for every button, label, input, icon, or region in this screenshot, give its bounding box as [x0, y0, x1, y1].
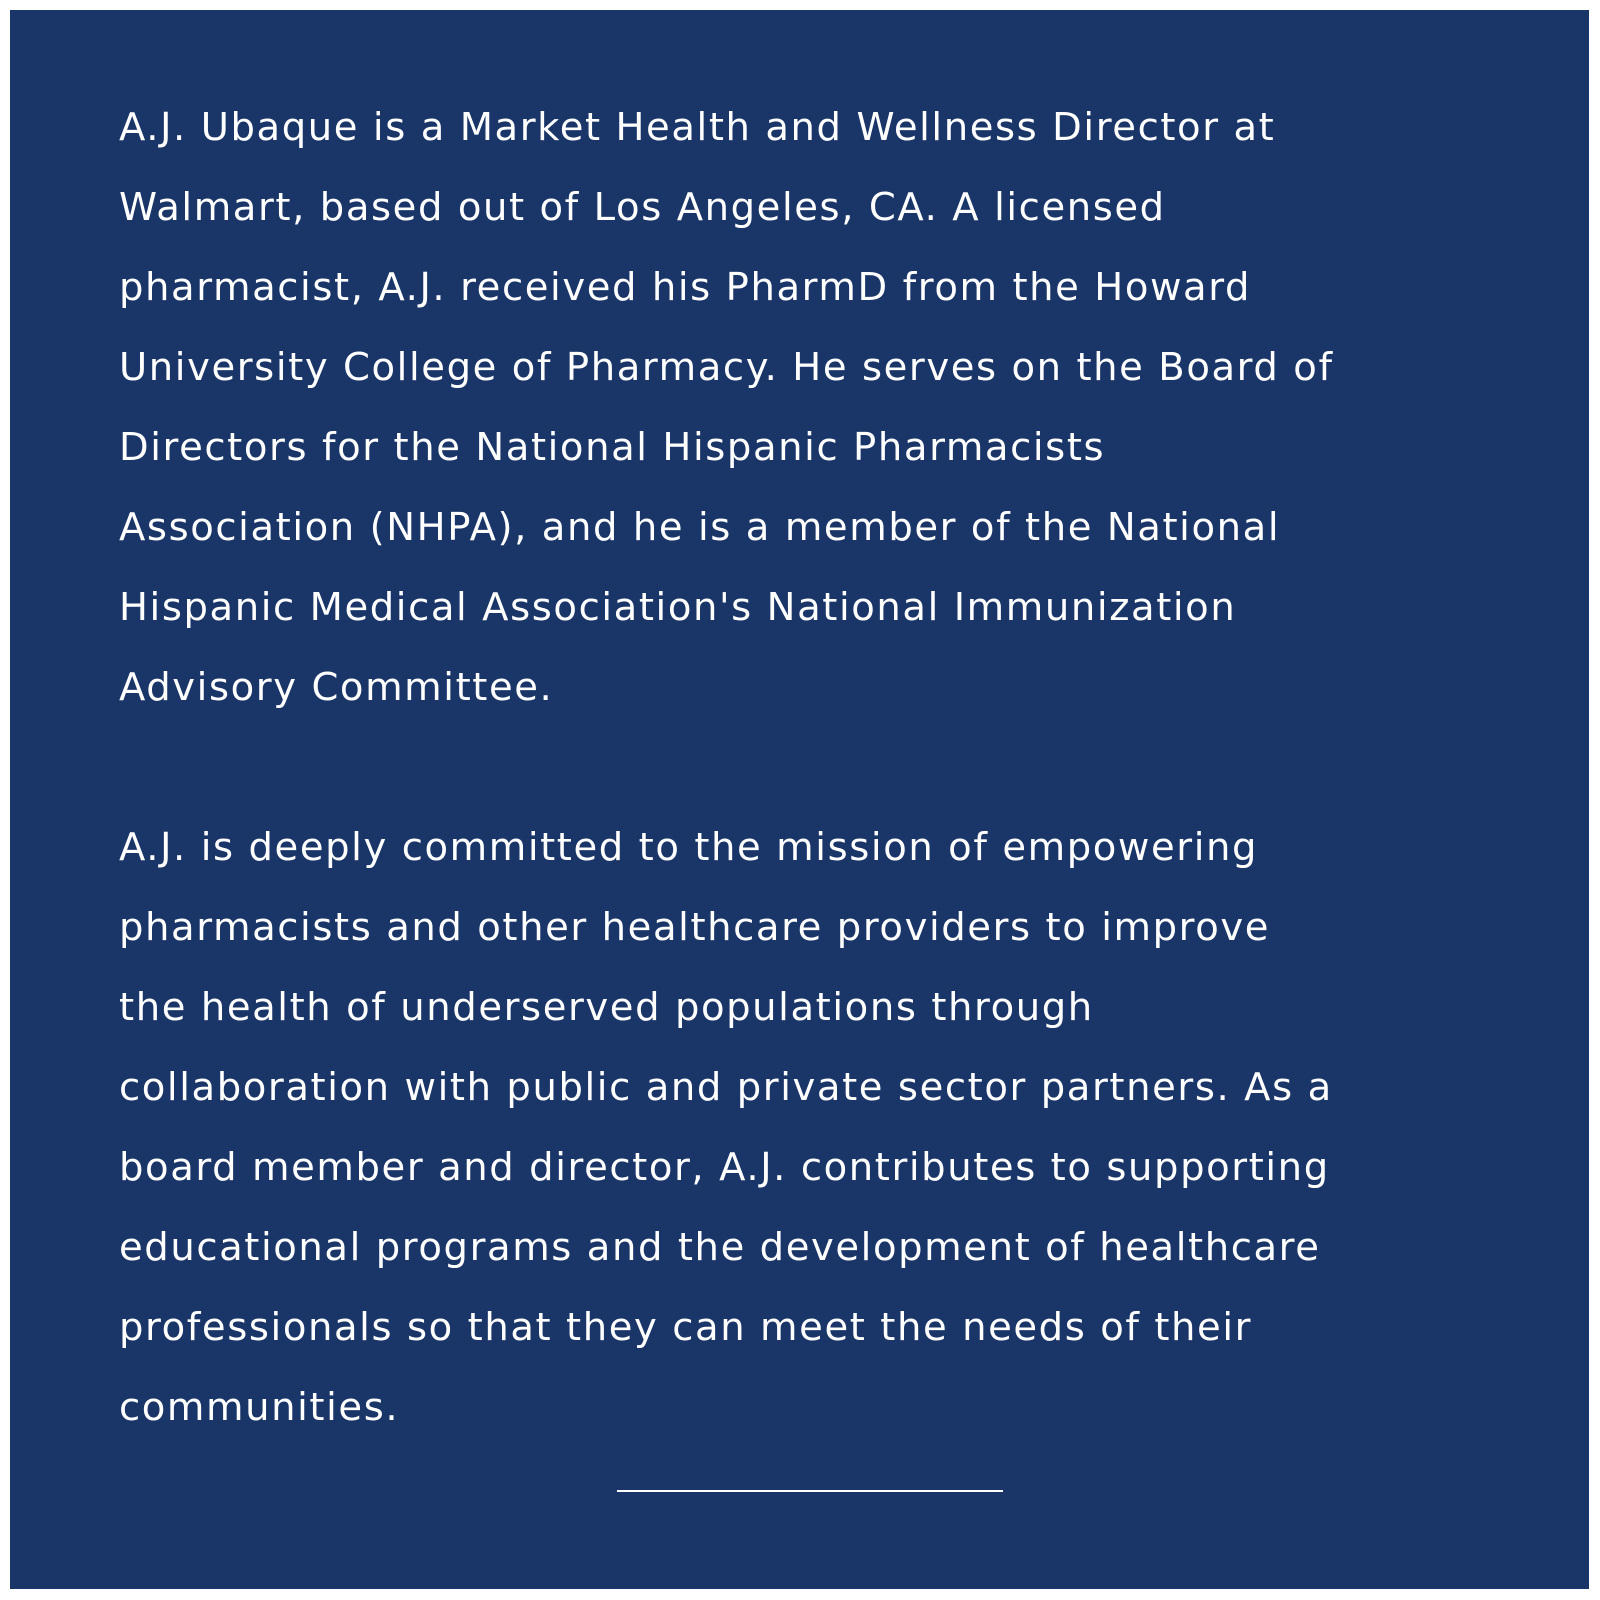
bio-line: Directors for the National Hispanic Pharmacists: [119, 425, 1106, 470]
bio-line: educational programs and the development of healthcare: [119, 1225, 1321, 1270]
bio-line: pharmacist, A.J. received his PharmD from the Howard: [119, 265, 1252, 310]
bio-card: [10, 10, 1589, 1589]
bio-line: Walmart, based out of Los Angeles, CA. A licensed: [119, 185, 1166, 230]
bio-line: communities.: [119, 1385, 400, 1430]
bio-line: Hispanic Medical Association's National Immunization: [119, 585, 1237, 630]
bio-line: University College of Pharmacy. He serves on the Board of: [119, 345, 1334, 390]
bio-text: [119, 88, 1494, 1448]
bio-line: Advisory Committee.: [119, 665, 554, 710]
bio-paragraph-1: [119, 88, 1494, 728]
bio-line: the health of underserved populations through: [119, 985, 1094, 1030]
bio-line: pharmacists and other healthcare providers to improve: [119, 905, 1271, 950]
bio-line: board member and director, A.J. contributes to supporting: [119, 1145, 1330, 1190]
bio-line: collaboration with public and private sector partners. As a: [119, 1065, 1333, 1110]
bio-line: A.J. Ubaque is a Market Health and Wellness Director at: [119, 105, 1276, 150]
paragraph-gap: [119, 728, 1494, 808]
bio-line: A.J. is deeply committed to the mission of empowering: [119, 825, 1259, 870]
bio-line: professionals so that they can meet the needs of their: [119, 1305, 1253, 1350]
divider-line: [617, 1490, 1003, 1492]
bio-line: Association (NHPA), and he is a member of the National: [119, 505, 1281, 550]
bio-paragraph-2: [119, 808, 1494, 1448]
